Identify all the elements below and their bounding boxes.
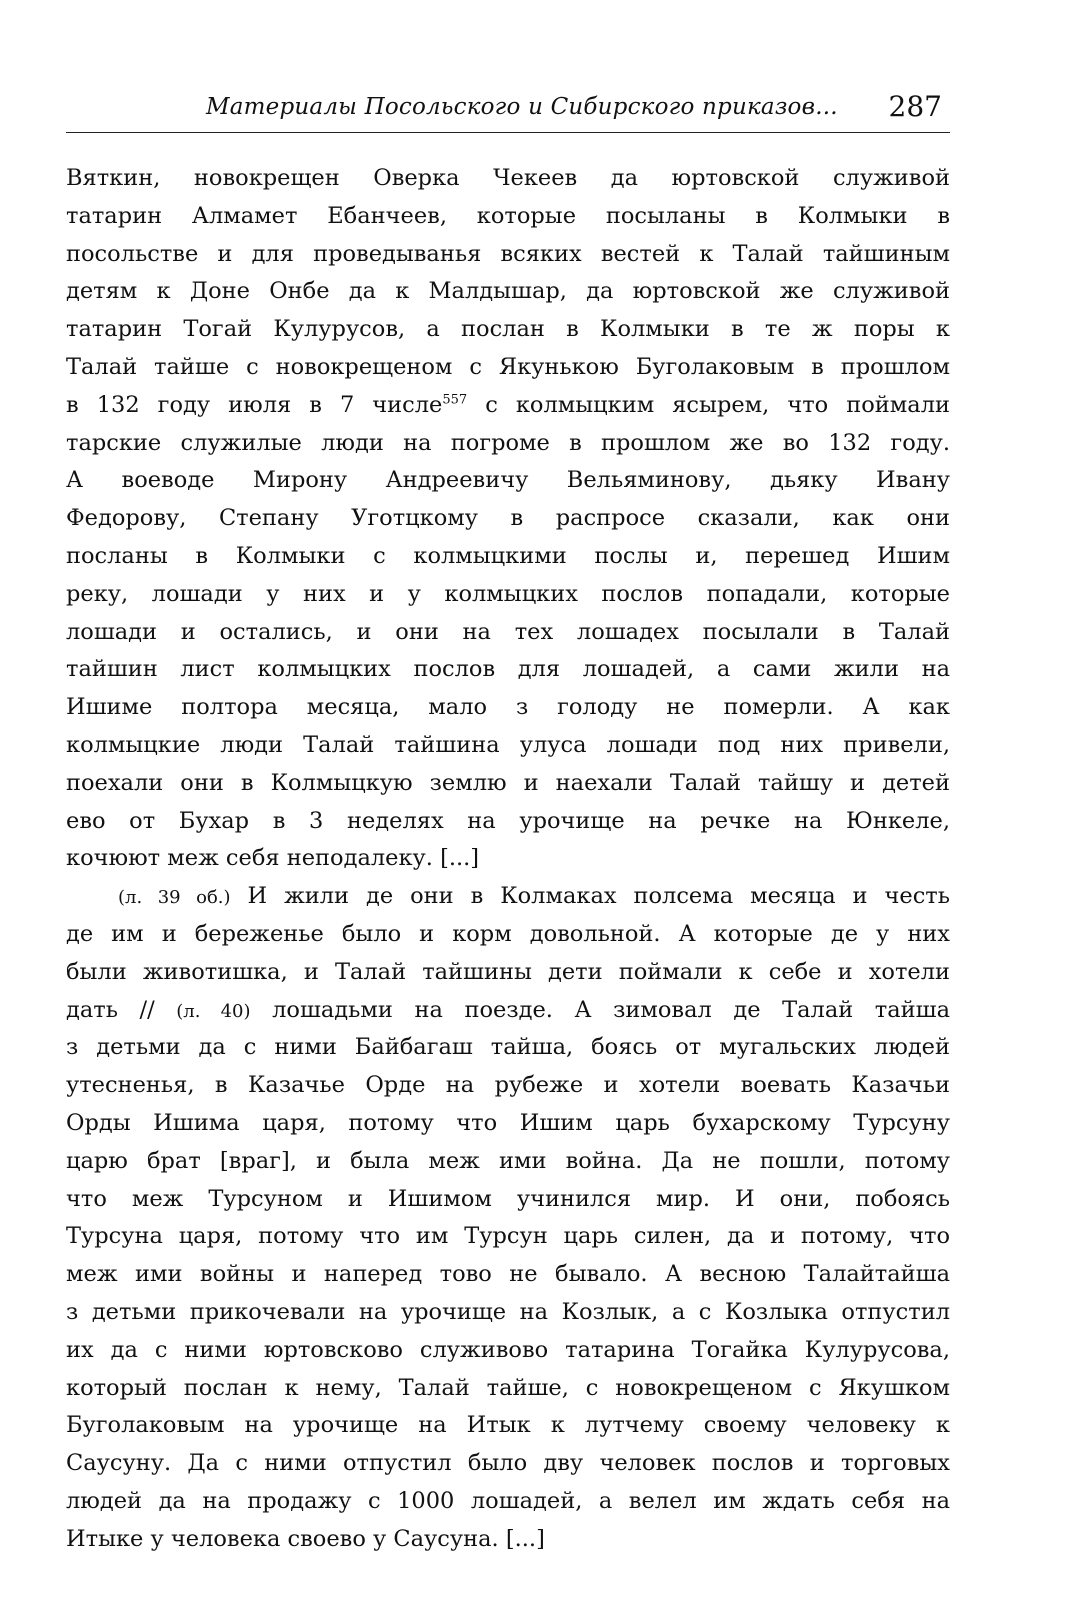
text-line: тайшин лист колмыцких послов для лошадей, а сами жили на bbox=[66, 656, 950, 683]
footnote-marker: 557 bbox=[442, 392, 468, 408]
text-line: реку, лошади у них и у колмыцких послов попадали, которые bbox=[66, 580, 950, 607]
text-line: А воеводе Мирону Андреевичу Вельяминову, дьяку Ивану bbox=[66, 467, 950, 494]
folio-reference: (л. 40) bbox=[176, 1000, 251, 1022]
paragraph-1 bbox=[66, 160, 950, 878]
text-line: татарин Алмамет Ебанчеев, которые посыланы в Колмыки в bbox=[66, 202, 950, 229]
text-line: посланы в Колмыки с колмыцкими послы и, перешед Ишим bbox=[66, 542, 950, 569]
text-line: который послан к нему, Талай тайше, с новокрещеном с Якушком bbox=[66, 1374, 950, 1401]
text-line: з детьми прикочевали на урочище на Козлык, а с Козлыка отпустил bbox=[66, 1298, 950, 1325]
text-line: детям к Доне Онбе да к Малдышар, да юртовской же служивой bbox=[66, 278, 950, 305]
body-text bbox=[66, 160, 950, 1558]
text-segment: дать // bbox=[66, 996, 177, 1023]
text-segment: в 132 году июля в 7 числе bbox=[66, 391, 443, 418]
text-line: Турсуна царя, потому что им Турсун царь силен, да и потому, что bbox=[66, 1223, 950, 1250]
text-line: были животишка, и Талай тайшины дети поймали к себе и хотели bbox=[66, 958, 950, 985]
text-segment: лошадьми на поезде. А зимовал де Талай тайша bbox=[250, 996, 950, 1023]
text-line: людей да на продажу с 1000 лошадей, а велел им ждать себя на bbox=[66, 1487, 950, 1514]
text-line: Вяткин, новокрещен Оверка Чекеев да юртовской служивой bbox=[66, 165, 950, 191]
text-line: татарин Тогай Кулурусов, а послан в Колмыки в те ж поры к bbox=[66, 316, 950, 343]
text-line: з детьми да с ними Байбагаш тайша, боясь от мугальских людей bbox=[66, 1034, 950, 1061]
text-line: Федорову, Степану Уготцкому в распросе сказали, как они bbox=[66, 505, 950, 532]
text-segment: И жили де они в Колмаках полсема месяца и честь bbox=[230, 883, 950, 910]
running-title: Материалы Посольского и Сибирского приказов... bbox=[206, 94, 838, 120]
text-line: тарские служилые люди на погроме в прошлом же во 132 году. bbox=[66, 429, 950, 456]
page-number: 287 bbox=[888, 90, 942, 123]
text-line: их да с ними юртовсково служивово татарина Тогайка Кулурусова, bbox=[66, 1336, 950, 1363]
text-line: кочюют меж себя неподалеку. [...] bbox=[66, 845, 480, 872]
text-line: посольстве и для проведыванья всяких вестей к Талай тайшиным bbox=[66, 240, 950, 267]
text-line-with-footnote bbox=[66, 387, 950, 425]
text-line: де им и береженье было и корм довольной. А которые де у них bbox=[66, 920, 950, 947]
text-line: меж ими войны и наперед тово не бывало. А весною Талайтайша bbox=[66, 1261, 950, 1288]
text-line-with-folio bbox=[66, 992, 950, 1030]
text-line: Итыке у человека своево у Саусуна. [...] bbox=[66, 1525, 545, 1552]
text-line: колмыцкие люди Талай тайшина улуса лошади под них привели, bbox=[66, 731, 950, 758]
text-line: лошади и остались, и они на тех лошадех посылали в Талай bbox=[66, 618, 950, 645]
text-segment: с колмыцким ясырем, что поймали bbox=[467, 391, 950, 418]
text-line: Саусуну. Да с ними отпустил было дву человек послов и торговых bbox=[66, 1450, 950, 1477]
text-line: Орды Ишима царя, потому что Ишим царь бухарскому Турсуну bbox=[66, 1109, 950, 1136]
text-line: Буголаковым на урочище на Итык к лутчему своему человеку к bbox=[66, 1412, 950, 1439]
text-line: ево от Бухар в 3 неделях на урочище на речке на Юнкеле, bbox=[66, 807, 950, 834]
text-line: царю брат [враг], и была меж ими война. Да не пошли, потому bbox=[66, 1147, 950, 1174]
paragraph-2 bbox=[66, 878, 950, 1558]
text-line: Ишиме полтора месяца, мало з голоду не померли. А как bbox=[66, 694, 950, 721]
text-line: поехали они в Колмыцкую землю и наехали Талай тайшу и детей bbox=[66, 769, 950, 796]
text-line: что меж Турсуном и Ишимом учинился мир. И они, побоясь bbox=[66, 1185, 950, 1212]
running-header bbox=[66, 92, 950, 133]
text-line: утесненья, в Казачье Орде на рубеже и хотели воевать Казачьи bbox=[66, 1072, 950, 1099]
text-line-with-folio bbox=[66, 878, 950, 916]
text-line: Талай тайше с новокрещеном с Якунькою Буголаковым в прошлом bbox=[66, 353, 950, 380]
folio-reference: (л. 39 об.) bbox=[118, 887, 231, 909]
